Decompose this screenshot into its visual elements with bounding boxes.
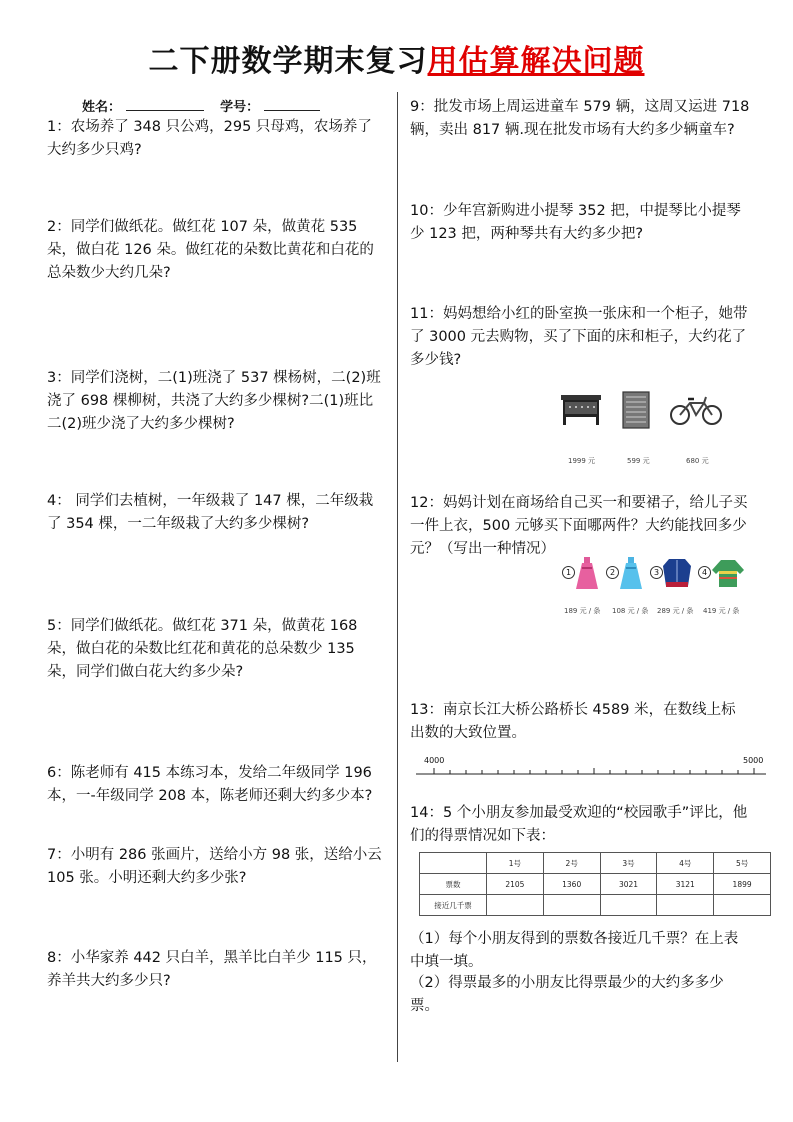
question-12-block — [410, 492, 750, 617]
question-3: 3：同学们浇树，二(1)班浇了 537 棵杨树，二(2)班浇了 698 棵柳树，共浇了大约多少棵树?二(1)班比二(2)班少浇了大约多少棵树? — [47, 370, 381, 432]
header-cell: 1号 — [487, 853, 544, 874]
title-main: 二下册数学期末复习 — [148, 44, 428, 79]
question-10: 10：少年宫新购进小提琴 352 把，中提琴比小提琴少 123 把，两种琴共有大约多少把? — [410, 203, 741, 242]
q12-pictures — [562, 556, 747, 615]
title-highlight: 用估算解决问题 — [427, 44, 645, 79]
number-label: 学号： — [220, 100, 260, 115]
bed-price: 1999 元 — [568, 457, 596, 465]
approx-cell[interactable] — [487, 895, 544, 916]
question-11: 11：妈妈想给小红的卧室换一张床和一个柜子，她带了 3000 元去购物，买了下面的床和柜子，大约花了多少钱? — [410, 306, 748, 368]
number-line-svg — [410, 756, 770, 786]
cabinet-price: 599 元 — [627, 457, 650, 465]
item-3-number: 3 — [650, 566, 663, 579]
item-2-price: 108 元 / 条 — [612, 607, 649, 615]
question-5: 5：同学们做纸花。做红花 371 朵，做黄花 168 朵，做白花的朵数比红花和黄花的总朵数少 135 朵，同学们做白花大约多少朵? — [47, 618, 358, 680]
q11-pictures — [560, 393, 740, 463]
vote-cell: 3121 — [657, 874, 714, 895]
question-9: 9：批发市场上周运进童车 579 辆，这周又运进 718 辆，卖出 817 辆.现在批发市场有大约多少辆童车? — [410, 99, 750, 138]
green-sweater-icon — [711, 558, 745, 588]
question-12: 12：妈妈计划在商场给自己买一和要裙子，给儿子买一件上衣，500 元够买下面哪两件？大约能找回多少元？（写出一种情况） — [410, 495, 748, 557]
question-11-block — [410, 303, 750, 465]
question-4: 4： 同学们去植树，一年级栽了 147 棵，二年级栽了 354 棵，一二年级栽了大约多少棵树? — [47, 493, 374, 532]
approx-cell[interactable] — [657, 895, 714, 916]
header-cell: 4号 — [657, 853, 714, 874]
vote-cell: 2105 — [487, 874, 544, 895]
blue-jacket-icon — [662, 556, 692, 590]
item-1-number: 1 — [562, 566, 575, 579]
item-1-price: 189 元 / 条 — [564, 607, 601, 615]
name-label: 姓名： — [82, 100, 122, 115]
column-divider — [397, 92, 398, 1062]
bicycle-icon — [668, 393, 724, 427]
vote-table — [419, 852, 771, 916]
approx-cell[interactable] — [714, 895, 771, 916]
approx-label: 接近几千票 — [420, 895, 487, 916]
approx-cell[interactable] — [600, 895, 657, 916]
item-4-price: 419 元 / 条 — [703, 607, 740, 615]
item-3-price: 289 元 / 条 — [657, 607, 694, 615]
question-2: 2：同学们做纸花。做红花 107 朵，做黄花 535 朵，做白花 126 朵。做红花的朵数比黄花和白花的总朵数少大约几朵? — [47, 219, 374, 281]
vote-table-approx-row — [420, 895, 771, 916]
question-8: 8：小华家养 442 只白羊，黑羊比白羊少 115 只，养羊共大约多少只? — [47, 950, 377, 989]
approx-cell[interactable] — [543, 895, 600, 916]
number-line-end: 5000 — [743, 756, 764, 765]
vote-table-votes-row — [420, 874, 771, 895]
question-13: 13：南京长江大桥公路桥长 4589 米，在数线上标出数的大致位置。 — [410, 702, 736, 741]
pink-dress-icon — [575, 556, 599, 590]
header-cell: 3号 — [600, 853, 657, 874]
vote-cell: 1899 — [714, 874, 771, 895]
bed-icon — [560, 393, 602, 427]
blue-dress-icon — [619, 556, 643, 590]
vote-cell: 1360 — [543, 874, 600, 895]
header-cell: 5号 — [714, 853, 771, 874]
name-blank[interactable] — [126, 98, 204, 111]
bicycle-price: 680 元 — [686, 457, 709, 465]
item-2-number: 2 — [606, 566, 619, 579]
question-14-part-1: （1）每个小朋友得到的票数各接近几千票？在上表中填一填。 — [410, 931, 739, 970]
votes-label: 票数 — [420, 874, 487, 895]
page-title — [0, 36, 793, 80]
cabinet-icon — [621, 391, 651, 429]
header-cell — [420, 853, 487, 874]
number-line — [410, 756, 770, 786]
question-6: 6：陈老师有 415 本练习本，发给二年级同学 196 本，一-年级同学 208 本，陈老师还剩大约多少本? — [47, 765, 373, 804]
question-14: 14：5 个小朋友参加最受欢迎的“校园歌手”评比，他们的得票情况如下表： — [410, 805, 748, 844]
number-line-start: 4000 — [424, 756, 445, 765]
vote-table-header-row — [420, 853, 771, 874]
header-cell: 2号 — [543, 853, 600, 874]
number-blank[interactable] — [264, 98, 320, 111]
question-14-part-2: （2）得票最多的小朋友比得票最少的大约多多少票。 — [410, 975, 724, 1014]
item-4-number: 4 — [698, 566, 711, 579]
vote-cell: 3021 — [600, 874, 657, 895]
question-1: 1：农场养了 348 只公鸡，295 只母鸡，农场养了大约多少只鸡? — [47, 119, 372, 158]
question-7: 7：小明有 286 张画片，送给小方 98 张，送给小云 105 张。小明还剩大约多少张? — [47, 847, 382, 886]
